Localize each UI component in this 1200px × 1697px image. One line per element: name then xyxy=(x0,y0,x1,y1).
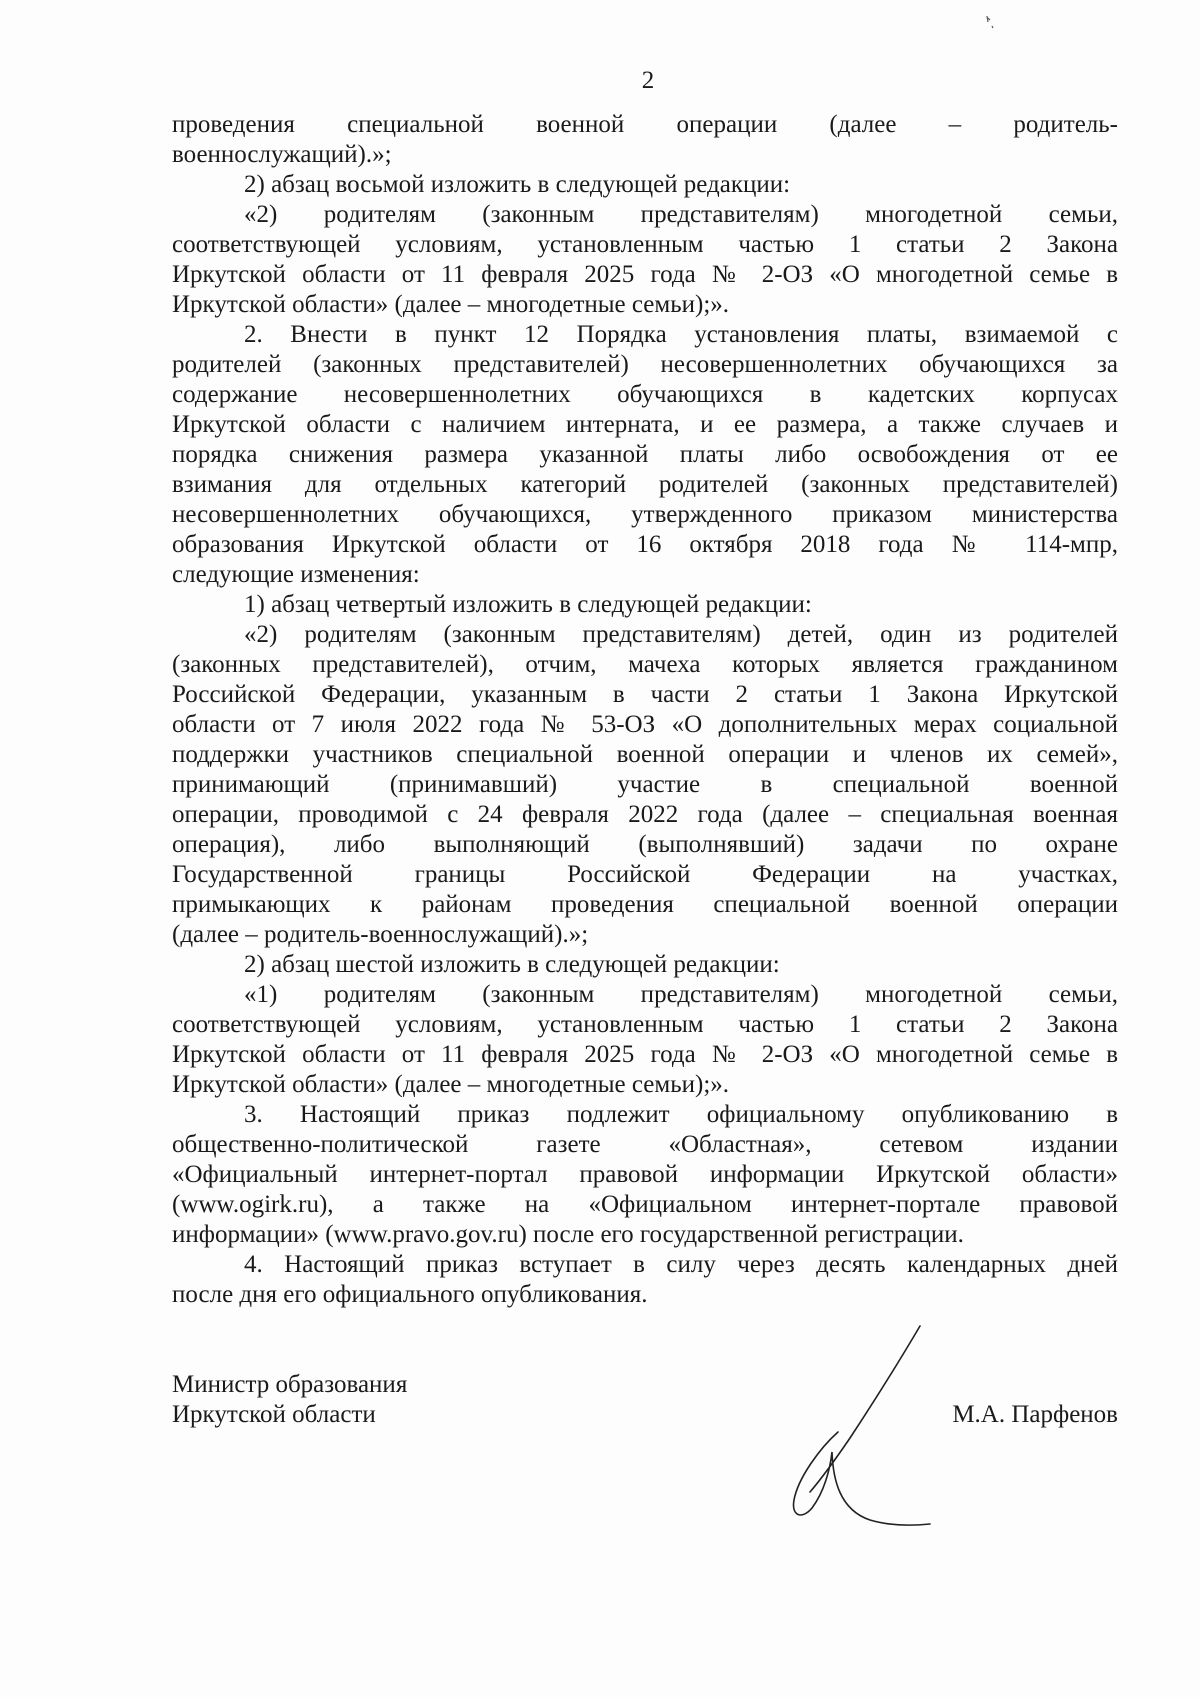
text-line: (www.ogirk.ru), а также на «Официальном интернет-портале правовой xyxy=(172,1191,1118,1218)
text-line: военнослужащий).»; xyxy=(172,141,392,168)
page-number: 2 xyxy=(641,67,655,94)
text-line: общественно-политической газете «Областная», сетевом издании xyxy=(172,1131,1118,1158)
text-line: соответствующей условиям, установленным частью 1 статьи 2 Закона xyxy=(172,231,1118,258)
text-line: Государственной границы Российской Федерации на участках, xyxy=(172,861,1118,888)
text-line: проведения специальной военной операции (далее – родитель- xyxy=(172,111,1118,138)
signatory-position xyxy=(172,1370,407,1430)
text-line: примыкающих к районам проведения специальной военной операции xyxy=(172,891,1118,918)
text-line: Иркутской области» (далее – многодетные семьи);». xyxy=(172,291,730,318)
text-line: родителей (законных представителей) несовершеннолетних обучающихся за xyxy=(172,351,1118,378)
text-line: 3. Настоящий приказ подлежит официальному опубликованию в xyxy=(244,1101,1118,1128)
text-line: принимающий (принимавший) участие в специальной военной xyxy=(172,771,1118,798)
text-line: соответствующей условиям, установленным частью 1 статьи 2 Закона xyxy=(172,1011,1118,1038)
text-line: Иркутской области от 11 февраля 2025 года № 2-ОЗ «О многодетной семье в xyxy=(172,1041,1118,1068)
text-line: операции, проводимой с 24 февраля 2022 года (далее – специальная военная xyxy=(172,801,1118,828)
text-line: после дня его официального опубликования. xyxy=(172,1281,648,1308)
text-line: 2. Внести в пункт 12 Порядка установления платы, взимаемой с xyxy=(244,321,1118,348)
text-line: «Официальный интернет-портал правовой информации Иркутской области» xyxy=(172,1161,1118,1188)
text-line: взимания для отдельных категорий родителей (законных представителей) xyxy=(172,471,1118,498)
text-line: Российской Федерации, указанным в части 2 статьи 1 Закона Иркутской xyxy=(172,681,1118,708)
text-line: «1) родителям (законным представителям) многодетной семьи, xyxy=(244,981,1118,1008)
text-line: порядка снижения размера указанной платы либо освобождения от ее xyxy=(172,441,1118,468)
text-line: «2) родителям (законным представителям) детей, один из родителей xyxy=(244,621,1118,648)
text-line: поддержки участников специальной военной операции и членов их семей», xyxy=(172,741,1118,768)
signer-name: М.А. Парфенов xyxy=(952,1401,1118,1428)
text-line: информации» (www.pravo.gov.ru) после его государственной регистрации. xyxy=(172,1221,964,1248)
text-line: 2) абзац восьмой изложить в следующей редакции: xyxy=(244,171,791,198)
text-line: несовершеннолетних обучающихся, утвержденного приказом министерства xyxy=(172,501,1118,528)
text-line: Иркутской области с наличием интерната, и ее размера, а также случаев и xyxy=(172,411,1118,438)
text-line: 1) абзац четвертый изложить в следующей редакции: xyxy=(244,591,812,618)
text-line: (далее – родитель-военнослужащий).»; xyxy=(172,921,589,948)
text-line: «2) родителям (законным представителям) многодетной семьи, xyxy=(244,201,1118,228)
signatory-position-line: Иркутской области xyxy=(172,1401,376,1428)
text-line: Иркутской области от 11 февраля 2025 года № 2-ОЗ «О многодетной семье в xyxy=(172,261,1118,288)
document-body xyxy=(172,110,1118,1310)
text-line: области от 7 июля 2022 года № 53-ОЗ «О дополнительных мерах социальной xyxy=(172,711,1118,738)
text-line: 4. Настоящий приказ вступает в силу через десять календарных дней xyxy=(244,1251,1118,1278)
text-line: следующие изменения: xyxy=(172,561,420,588)
signatory-position-line: Министр образования xyxy=(172,1371,408,1398)
text-line: содержание несовершеннолетних обучающихся в кадетских корпусах xyxy=(172,381,1118,408)
text-line: (законных представителей), отчим, мачеха которых является гражданином xyxy=(172,651,1118,678)
text-line: операция), либо выполняющий (выполнявший) задачи по охране xyxy=(172,831,1118,858)
text-line: Иркутской области» (далее – многодетные семьи);». xyxy=(172,1071,730,1098)
text-line: 2) абзац шестой изложить в следующей редакции: xyxy=(244,951,780,978)
scan-speck-mark xyxy=(975,8,1005,38)
text-line: образования Иркутской области от 16 октября 2018 года № 114-мпр, xyxy=(172,531,1118,558)
